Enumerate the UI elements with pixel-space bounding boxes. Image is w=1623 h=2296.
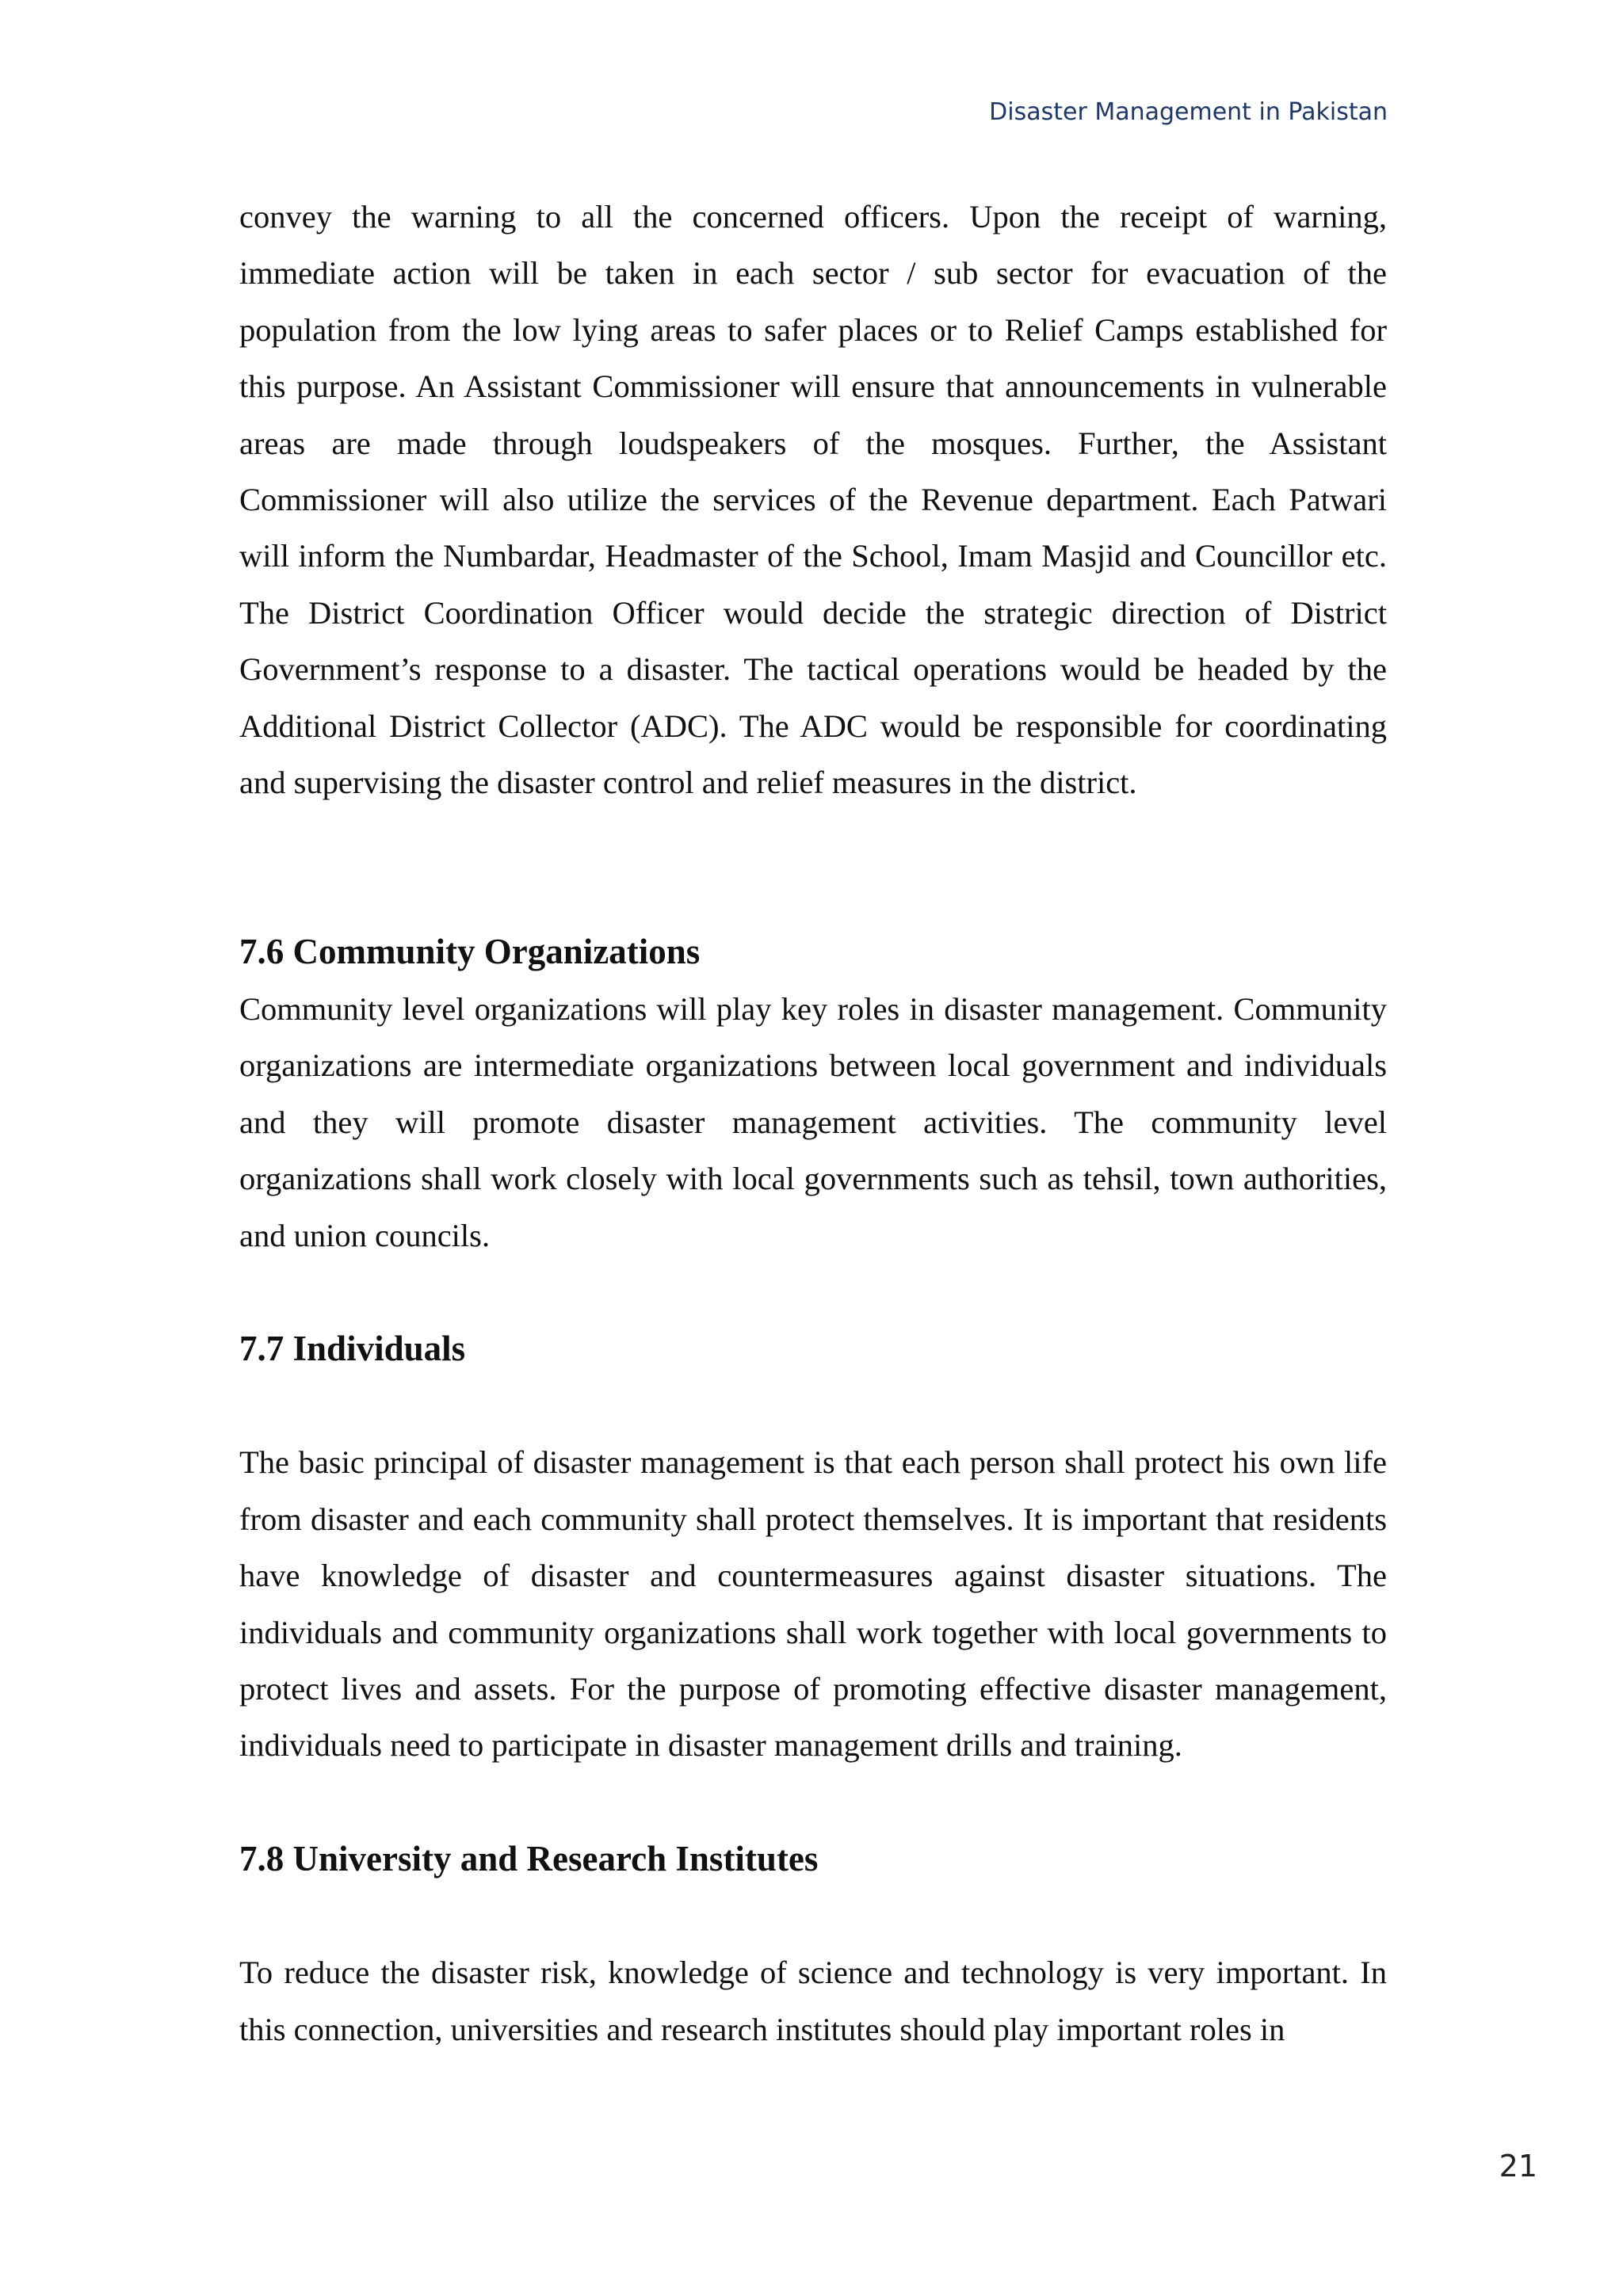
- running-header: Disaster Management in Pakistan: [989, 98, 1388, 126]
- page-content: [239, 189, 1387, 2058]
- continued-paragraph: convey the warning to all the concerned officers. Upon the receipt of warning, immediate action will be taken in each sector / sub sector for evacuation of the population from the low lying areas to safer places or to Relief Camps established for this purpose. An Assistant Commissioner will ensure that announcements in vulnerable areas are made through loudspeakers of the mosques. Further, the Assistant Commissioner will also utilize the services of the Revenue department. Each Patwari will inform the Numbardar, Headmaster of the School, Imam Masjid and Councillor etc. The District Coordination Officer would decide the strategic direction of District Government’s response to a disaster. The tactical operations would be headed by the Additional District Collector (ADC). The ADC would be responsible for coordinating and supervising the disaster control and relief measures in the district.: [239, 199, 1387, 801]
- section-body-7-6: Community level organizations will play key roles in disaster management. Community organizations are intermediate organizations between local government and individuals and they will promote disaster management activities. The community level organizations shall work closely with local governments such as tehsil, town authorities, and union councils.: [239, 990, 1387, 1253]
- section-body-7-8: To reduce the disaster risk, knowledge of science and technology is very important. In this connection, universities and research institutes should play important roles in: [239, 1955, 1387, 2047]
- page-number: 21: [1499, 2149, 1537, 2183]
- section-heading-7-6: 7.6 Community Organizations: [239, 932, 701, 972]
- section-heading-7-8: 7.8 University and Research Institutes: [239, 1838, 819, 1878]
- section-body-7-7: The basic principal of disaster management is that each person shall protect his own life from disaster and each community shall protect themselves. It is important that residents have knowledge of disaster and countermeasures against disaster situations. The individuals and community organizations shall work together with local governments to protect lives and assets. For the purpose of promoting effective disaster management, individuals need to participate in disaster management drills and training.: [239, 1444, 1387, 1764]
- section-heading-7-7: 7.7 Individuals: [239, 1328, 466, 1368]
